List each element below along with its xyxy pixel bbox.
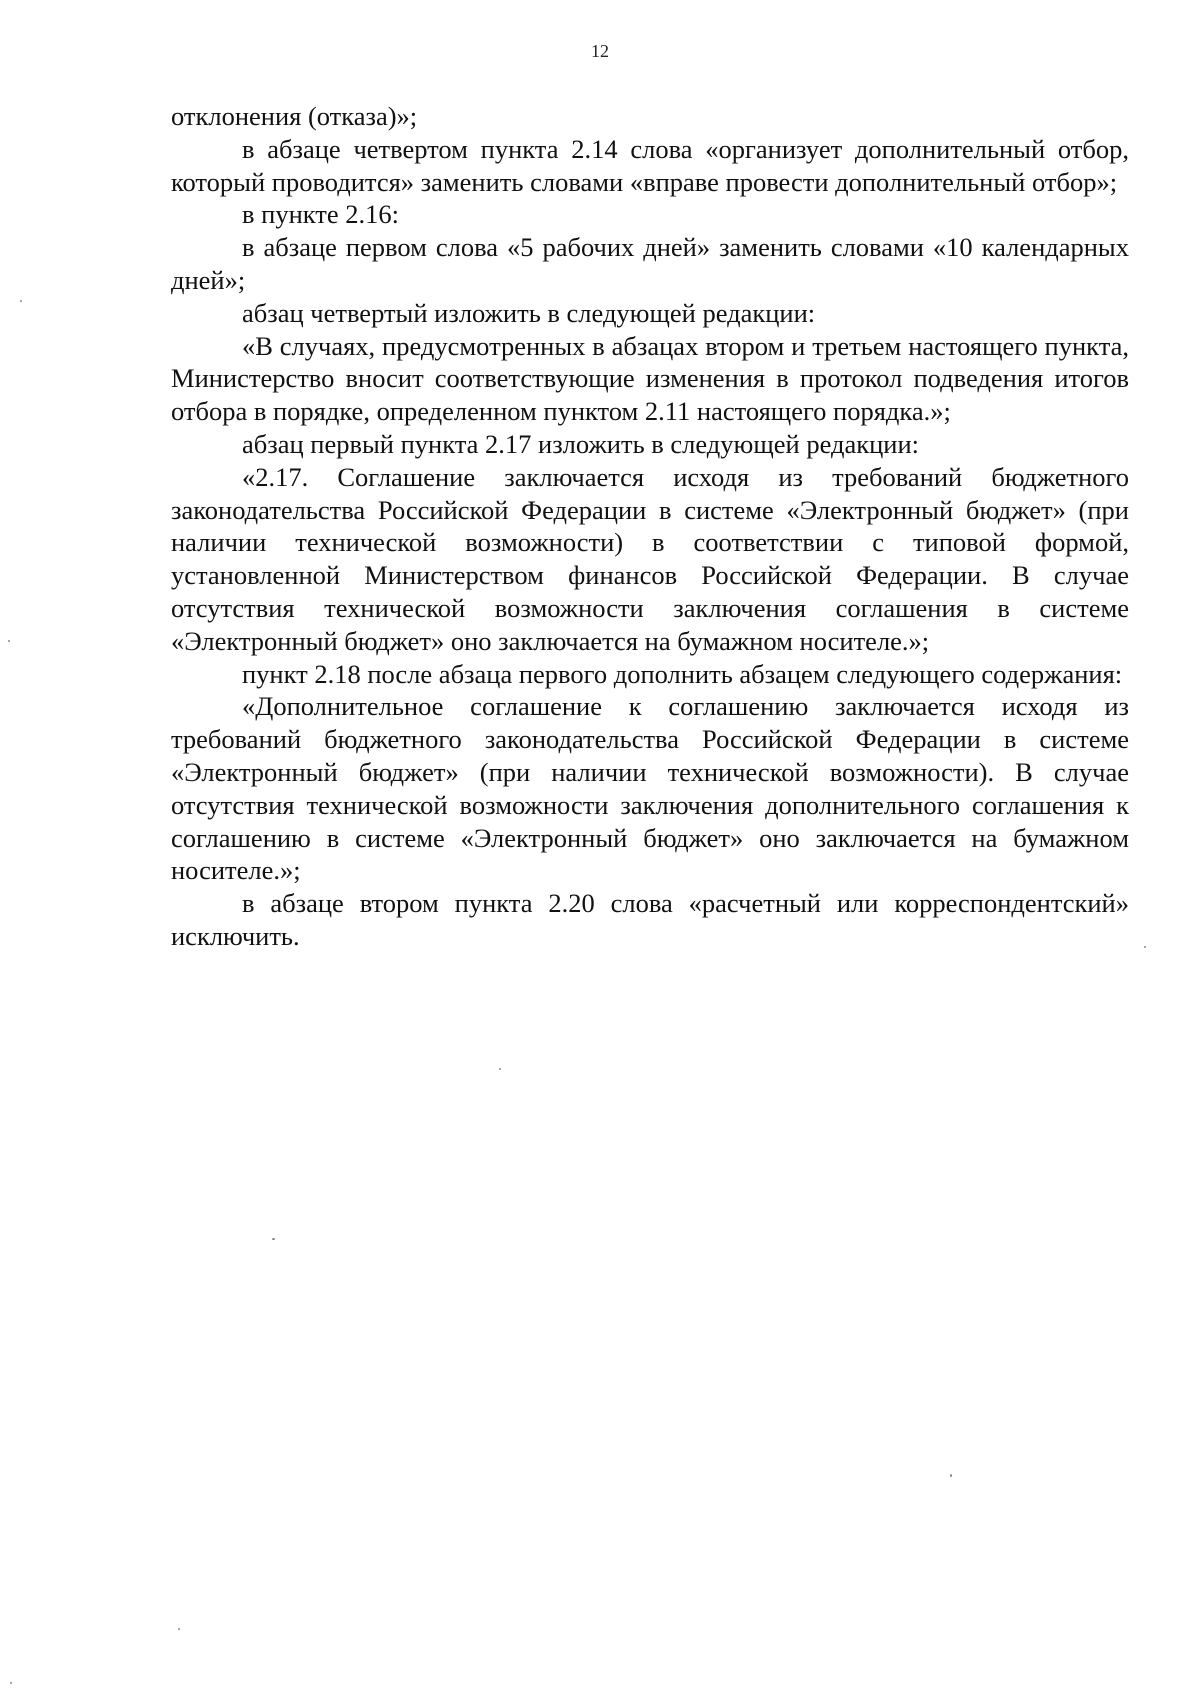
paragraph: «В случаях, предусмотренных в абзацах втором и третьем настоящего пункта, Министерство вносит соответствующие изменения в протокол подведения итогов отбора в порядке, определенном пунктом 2.11 настоящего порядка.»; <box>171 330 1129 427</box>
paragraph: «2.17. Соглашение заключается исходя из требований бюджетного законодательства Российской Федерации в системе «Электронный бюджет» (при наличии технической возможности) в соответствии с типовой формой, установленной Министерством финансов Российской Федерации. В случае отсутствия технической возможности заключения соглашения в системе «Электронный бюджет» оно заключается на бумажном носителе.»; <box>171 461 1129 656</box>
paragraph: отклонения (отказа)»; <box>171 101 418 131</box>
scan-speck <box>950 1474 952 1477</box>
scan-speck <box>178 1628 180 1630</box>
scan-speck <box>499 1068 501 1070</box>
scan-speck <box>20 300 22 302</box>
paragraph: в абзаце первом слова «5 рабочих дней» заменить словами «10 календарных дней»; <box>171 232 1129 295</box>
page-number: 12 <box>591 41 609 61</box>
paragraph: пункт 2.18 после абзаца первого дополнить абзацем следующего содержания: <box>242 658 1123 689</box>
paragraph: в абзаце втором пункта 2.20 слова «расчетный или корреспондентский» исключить. <box>171 888 1129 951</box>
scan-speck <box>8 640 10 642</box>
document-body <box>171 100 1129 953</box>
scan-speck <box>1144 946 1146 948</box>
paragraph: абзац четвертый изложить в следующей редакции: <box>242 297 816 328</box>
paragraph: в пункте 2.16: <box>242 199 399 230</box>
scan-speck <box>10 1682 12 1684</box>
scan-speck <box>272 1238 275 1240</box>
paragraph: в абзаце четвертом пункта 2.14 слова «организует дополнительный отбор, который проводится» заменить словами «вправе провести дополнительный отбор»; <box>171 133 1129 197</box>
paragraph: абзац первый пункта 2.17 изложить в следующей редакции: <box>242 428 920 459</box>
paragraph: «Дополнительное соглашение к соглашению заключается исходя из требований бюджетного законодательства Российской Федерации в системе «Электронный бюджет» (при наличии технической возможности). В случае отсутствия технической возможности заключения дополнительного соглашения к соглашению в системе «Электронный бюджет» оно заключается на бумажном носителе.»; <box>171 691 1129 886</box>
